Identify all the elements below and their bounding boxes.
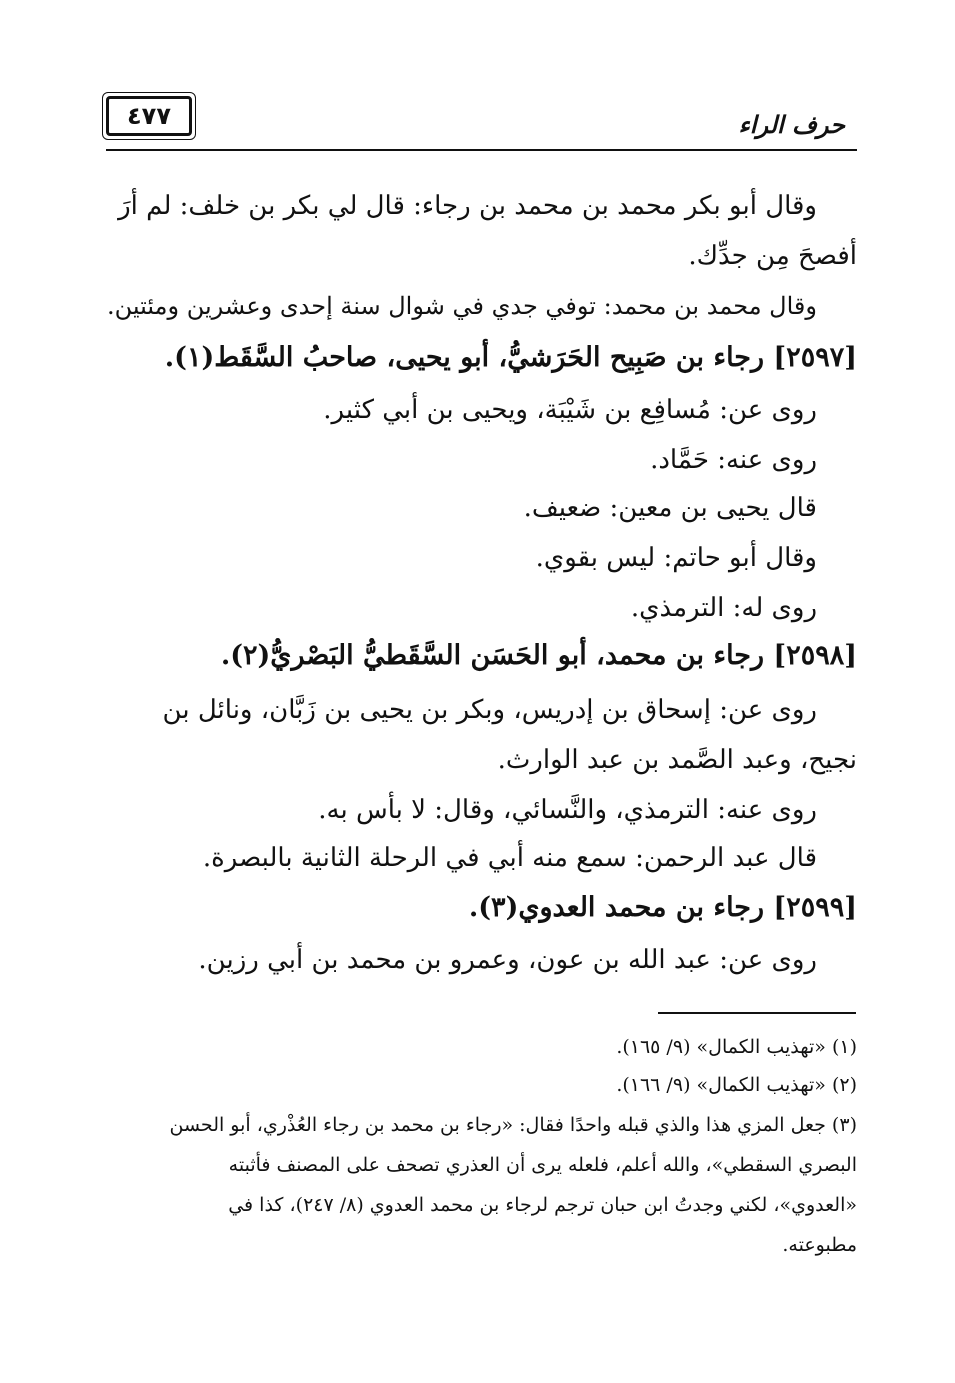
body-line-1: وقال أبو بكر محمد بن محمد بن رجاء: قال لي بكر بن خلف: لم أرَ [118,191,817,221]
body-line-6: روى عنه: حَمَّاد. [650,445,817,475]
footnote-1: (١) «تهذيب الكمال» (٩/ ١٦٥). [616,1036,857,1058]
footnote-3-line-1: (٣) جعل المزي هذا والذي قبله واحدًا فقال: «رجاء بن محمد بن رجاء العُذْري، أبو الحسن [169,1114,857,1136]
footnote-3-line-3: «العدوي»، لكني وجدتُ ابن حبان ترجم لرجاء بن محمد العدوي (٨/ ٢٤٧)، كذا في [228,1194,857,1216]
body-line-9: روى له: الترمذي. [630,593,817,623]
page-number-box: ٤٧٧ [106,96,192,136]
body-line-12: نجيح، وعبد الصَّمد بن عبد الوارث. [497,745,857,775]
body-line-16: روى عن: عبد الله بن عون، وعمرو بن محمد بن أبي رزين. [198,945,817,975]
body-line-8: وقال أبو حاتم: ليس بقوي. [535,543,817,573]
footnote-2: (٢) «تهذيب الكمال» (٩/ ١٦٦). [616,1074,857,1096]
body-line-13: روى عنه: الترمذي، والنَّسائي، وقال: لا بأس به. [318,795,817,825]
footnote-3-line-4: مطبوعته. [782,1234,857,1256]
entry-heading-2597: [٢٥٩٧] رجاء بن صَبِيح الحَرَشيُّ، أبو يحيى، صاحبُ السَّقَط(١). [164,342,857,373]
footnote-rule [658,1012,856,1014]
body-line-11: روى عن: إسحاق بن إدريس، وبكر بن يحيى بن زَبَّان، ونائل بن [162,695,817,725]
body-line-5: روى عن: مُسافِع بن شَيْبَة، ويحيى بن أبي كثير. [323,395,817,425]
running-head: حرف الراء [738,110,845,139]
body-line-7: قال يحيى بن معين: ضعيف. [523,493,817,523]
header-rule [106,149,857,151]
entry-heading-2598: [٢٥٩٨] رجاء بن محمد، أبو الحَسَن السَّقَطيُّ البَصْريُّ(٢). [220,640,857,671]
entry-heading-2599: [٢٥٩٩] رجاء بن محمد العدوي(٣). [468,892,857,923]
body-line-2: أفصحَ مِن جدِّك. [688,241,857,271]
body-line-14: قال عبد الرحمن: سمع منه أبي في الرحلة الثانية بالبصرة. [202,843,817,873]
footnote-3-line-2: البصري السقطي»، والله أعلم، فلعله يرى أن العذري تصحف على المصنف فأثبته [228,1154,857,1176]
body-line-3: وقال محمد بن محمد: توفي جدي في شوال سنة إحدى وعشرين ومئتين. [107,292,817,320]
